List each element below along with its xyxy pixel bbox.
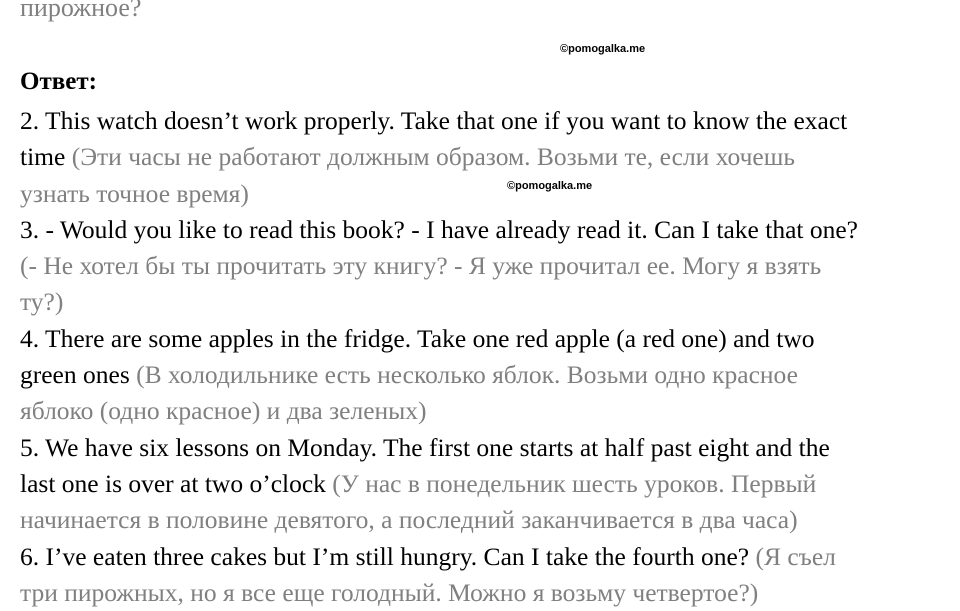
text-line (20, 103, 950, 139)
russian-translation: узнать точное время) (20, 178, 249, 208)
english-text: 3. - Would you like to read this book? - I have already read it. Can I take that one? (20, 214, 858, 244)
russian-translation: (В холодильнике есть несколько яблок. Возьми одно красное (136, 360, 798, 390)
english-text: 4. There are some apples in the fridge. Take one red apple (a red one) and two (20, 323, 815, 353)
answer-text (20, 103, 950, 611)
text-line (20, 248, 950, 284)
english-text: 2. This watch doesn’t work properly. Take that one if you want to know the exact (20, 106, 848, 135)
english-text: 6. I’ve eaten three cakes but I’m still hungry. Can I take the fourth one? (20, 541, 756, 571)
russian-translation: (Я съел (755, 541, 836, 571)
answer-heading: Ответ: (20, 68, 97, 95)
english-text: last one is over at two o’clock (20, 468, 333, 498)
text-line (20, 430, 950, 466)
russian-translation: (- Не хотел бы ты прочитать эту книгу? - Я уже прочитал ее. Могу я взять (20, 251, 822, 281)
previous-page-fragment: пирожное? (20, 0, 142, 22)
text-line (20, 393, 950, 429)
text-line (20, 539, 950, 575)
text-line (20, 176, 950, 212)
text-line (20, 357, 950, 393)
russian-translation: начинается в половине девятого, а последний заканчивается в два часа) (20, 505, 798, 535)
text-line (20, 321, 950, 357)
english-text: 5. We have six lessons on Monday. The first one starts at half past eight and the (20, 432, 830, 462)
russian-translation: (У нас в понедельник шесть уроков. Первый (332, 468, 817, 498)
watermark: ©pomogalka.me (507, 180, 593, 192)
text-line (20, 575, 950, 611)
watermark: ©pomogalka.me (560, 43, 646, 55)
text-line (20, 284, 950, 320)
text-line (20, 466, 950, 502)
text-line (20, 139, 950, 175)
russian-translation: три пирожных, но я все еще голодный. Можно я возьму четвертое?) (20, 577, 759, 607)
text-line (20, 502, 950, 538)
english-text: green ones (20, 360, 137, 390)
text-line (20, 212, 950, 248)
russian-translation: (Эти часы не работают должным образом. Возьми те, если хочешь (71, 142, 795, 172)
russian-translation: ту?) (20, 287, 64, 317)
russian-translation: яблоко (одно красное) и два зеленых) (20, 396, 427, 426)
english-text: time (20, 142, 72, 172)
